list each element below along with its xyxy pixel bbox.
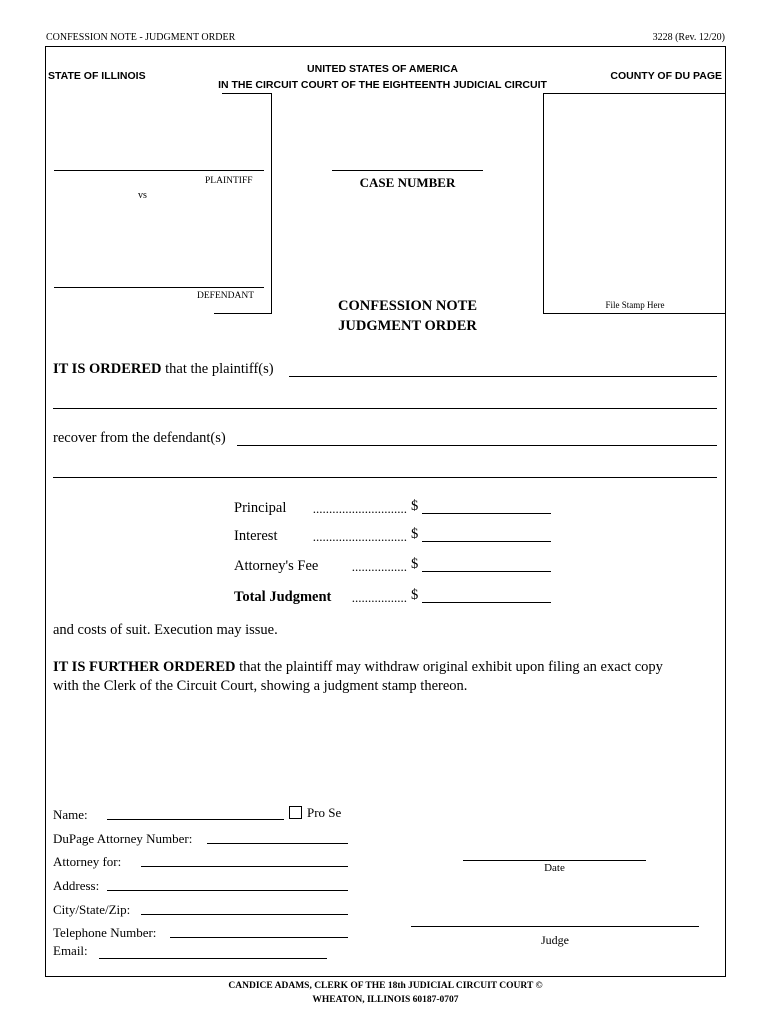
form-title: CONFESSION NOTE - JUDGMENT ORDER: [46, 32, 236, 43]
amount-input[interactable]: [422, 589, 551, 603]
judge-signature-input[interactable]: [411, 913, 699, 927]
file-stamp-box: [543, 93, 726, 314]
currency-symbol: $: [411, 587, 419, 603]
telephone-label: Telephone Number:: [53, 925, 157, 940]
file-stamp-label: File Stamp Here: [605, 300, 665, 310]
judge-label: Judge: [541, 933, 569, 947]
defendant-name-input[interactable]: [237, 432, 717, 446]
further-bold: IT IS FURTHER ORDERED: [53, 659, 236, 675]
state-label: STATE OF ILLINOIS: [48, 70, 146, 82]
attorney-for-label: Attorney for:: [53, 854, 122, 869]
costs-text: and costs of suit. Execution may issue.: [53, 622, 278, 638]
city-label: City/State/Zip:: [53, 902, 131, 917]
city-input[interactable]: [141, 901, 348, 915]
currency-symbol: $: [411, 556, 419, 572]
further-line1: [53, 659, 663, 676]
name-input[interactable]: [107, 806, 284, 820]
amount-input[interactable]: [422, 558, 551, 572]
plaintiff-label: PLAINTIFF: [205, 176, 253, 186]
amount-label: Interest: [234, 528, 278, 544]
doc-title-line1: CONFESSION NOTE: [338, 298, 477, 314]
amount-leader-dots: .................: [351, 590, 407, 605]
plaintiff-input[interactable]: [54, 157, 264, 171]
recover-label: recover from the defendant(s): [53, 430, 226, 446]
ordered-sentence: [53, 361, 274, 378]
address-label: Address:: [53, 878, 100, 893]
attorney-number-label: DuPage Attorney Number:: [53, 831, 193, 846]
caption-bracket-top: [222, 93, 272, 94]
attorney-for-input[interactable]: [141, 853, 348, 867]
defendant-label: DEFENDANT: [197, 291, 254, 301]
defendant-input[interactable]: [54, 274, 264, 288]
country-label: UNITED STATES OF AMERICA: [307, 63, 458, 75]
defendant-name-continued-input[interactable]: [53, 464, 717, 478]
case-number-input[interactable]: [332, 157, 483, 171]
vs-label: vs: [138, 190, 147, 201]
caption-bracket-bottom: [214, 313, 272, 314]
amount-label: Total Judgment: [234, 589, 332, 605]
form-number: 3228 (Rev. 12/20): [652, 32, 725, 43]
amount-label: Principal: [234, 500, 287, 516]
currency-symbol: $: [411, 498, 419, 514]
further-rest: that the plaintiff may withdraw original exhibit upon filing an exact copy: [239, 659, 663, 675]
attorney-number-input[interactable]: [207, 830, 348, 844]
plaintiff-name-continued-input[interactable]: [53, 395, 717, 409]
pro-se-checkbox[interactable]: [289, 806, 302, 819]
pro-se-label: Pro Se: [307, 805, 342, 820]
currency-symbol: $: [411, 526, 419, 542]
ordered-rest: that the plaintiff(s): [165, 361, 274, 377]
county-label: COUNTY OF DU PAGE: [610, 70, 722, 82]
email-input[interactable]: [99, 945, 327, 959]
amount-input[interactable]: [422, 528, 551, 542]
email-label: Email:: [53, 943, 88, 958]
telephone-input[interactable]: [170, 924, 348, 938]
case-number-label: CASE NUMBER: [359, 175, 456, 190]
amount-label: Attorney's Fee: [234, 558, 319, 574]
date-label: Date: [544, 862, 565, 874]
footer-line2: WHEATON, ILLINOIS 60187-0707: [312, 995, 459, 1005]
amount-leader-dots: .............................: [312, 501, 407, 516]
amount-input[interactable]: [422, 500, 551, 514]
plaintiff-name-input[interactable]: [289, 363, 717, 377]
name-label: Name:: [53, 807, 88, 822]
doc-title-line2: JUDGMENT ORDER: [338, 318, 477, 334]
date-input[interactable]: [463, 847, 646, 861]
ordered-bold: IT IS ORDERED: [53, 361, 162, 377]
amount-leader-dots: .............................: [312, 529, 407, 544]
footer-line1: CANDICE ADAMS, CLERK OF THE 18th JUDICIAL CIRCUIT COURT ©: [228, 981, 543, 991]
further-line2: with the Clerk of the Circuit Court, showing a judgment stamp thereon.: [53, 678, 468, 694]
address-input[interactable]: [107, 877, 348, 891]
court-label: IN THE CIRCUIT COURT OF THE EIGHTEENTH JUDICIAL CIRCUIT: [218, 79, 547, 91]
caption-bracket-side: [271, 93, 272, 314]
amount-leader-dots: .................: [351, 559, 407, 574]
